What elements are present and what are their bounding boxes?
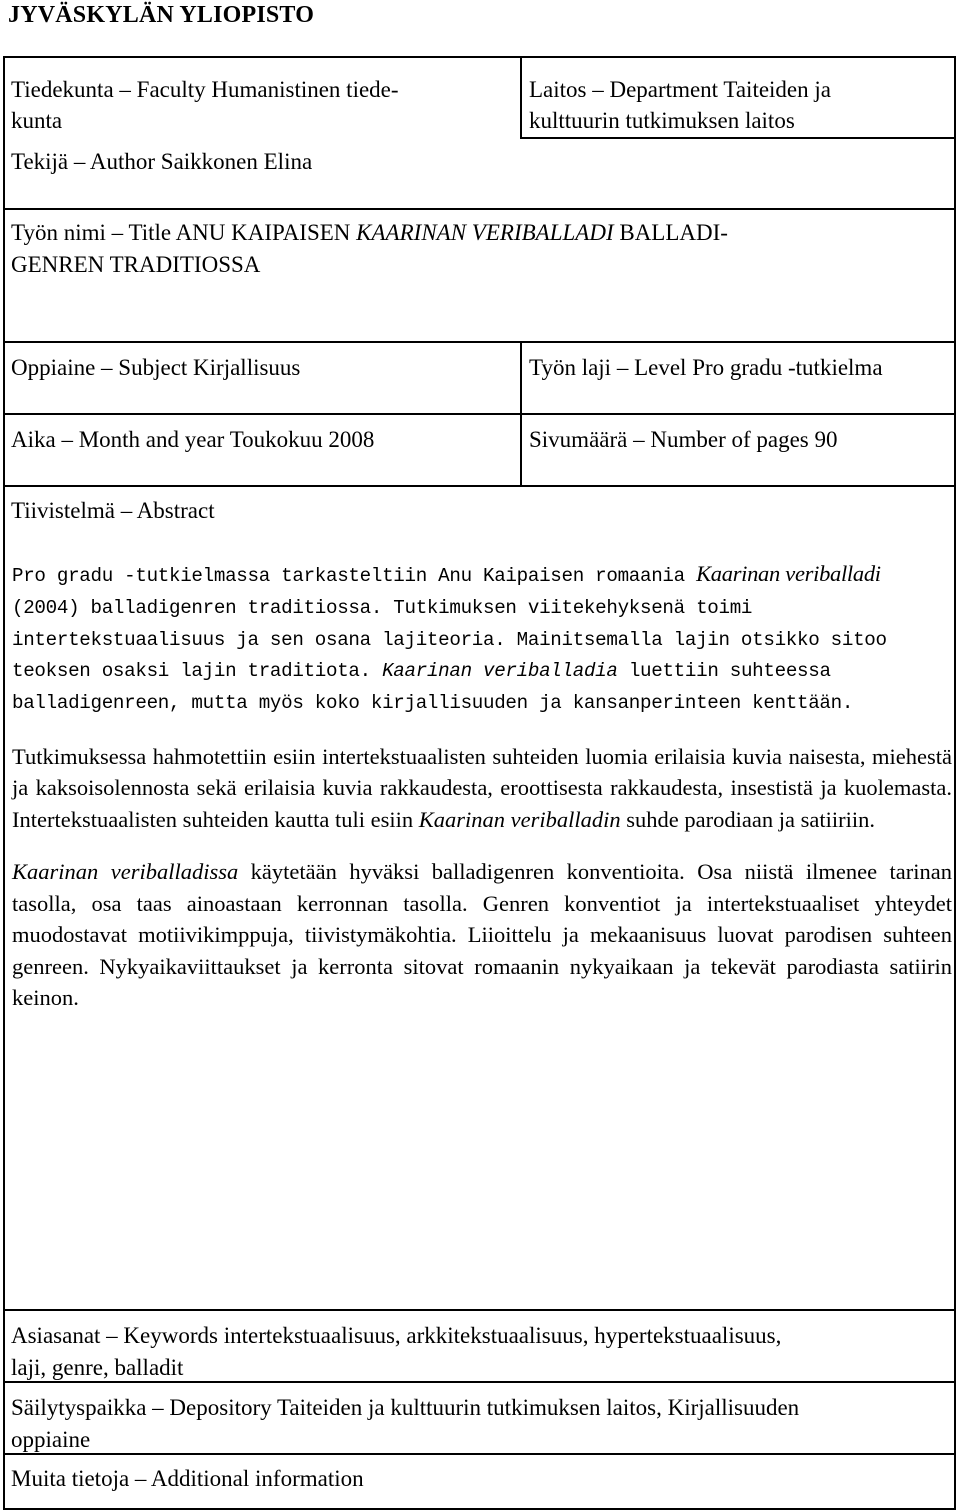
department-field [529,74,831,106]
abstract-p1-d-italic: Kaarinan veriballadia [382,660,618,683]
vdivider-mid [520,341,522,487]
divider-subject [5,341,954,343]
abstract-p2-b-italic: Kaarinan veriballadin [418,806,621,832]
divider-additional [5,1453,954,1455]
title-field [11,217,728,249]
abstract-p3-b: käytetään hyväksi balladigenren konventioita. Osa niistä ilmenee tarinan tasolla, osa taas ainoastaan kerronnan tasolla. Genren konventiot ja intertekstuaaliset yhteydet muodostavat motiivikimppuja, tiivistymäkohtia. Liioittelu ja mekaanisuus luovat parodisen suhteen genreen. Nykyaikaviittaukset ja kerronta sitovat romaanin nykyaikaan ja tekevät parodiasta satiirin keinon. [12,859,952,1011]
additional-info-label: Muita tietoja – Additional information [11,1466,364,1491]
title-part1: ANU KAIPAISEN [175,220,351,245]
abstract-p1-b-italic: Kaarinan veriballadi [696,561,881,586]
author-label: Tekijä – Author [11,149,156,174]
date-label: Aika – Month and year [11,427,225,452]
subject-value: Kirjallisuus [193,355,301,380]
depository-field [11,1392,799,1424]
abstract-p1-c: (2004) balladigenren traditiossa. Tutkimuksen viitekehyksenä toimi intertekstuaalisuus ja sen osana lajiteoria. Mainitsemalla lajin otsikko sitoo teoksen osaksi lajin traditiota. [12,596,887,683]
keywords-value-line2: laji, genre, balladit [11,1355,184,1380]
subject-field [11,352,300,384]
abstract-body [12,558,952,1014]
faculty-field [11,74,399,106]
abstract-p3-a-italic: Kaarinan veriballadissa [12,859,239,885]
level-label: Työn laji – Level [529,355,687,380]
date-field [11,424,374,456]
depository-label: Säilytyspaikka – Depository [11,1395,272,1420]
department-value: Taiteiden ja [723,77,831,102]
pages-field [529,424,838,456]
department-label: Laitos – Department [529,77,719,102]
subject-label: Oppiaine – Subject [11,355,188,380]
title-part3: BALLADI- [619,220,728,245]
abstract-paragraph-1 [12,558,952,720]
abstract-p1-a: Pro gradu -tutkielmassa tarkasteltiin Anu Kaipaisen romaania [12,565,685,587]
abstract-paragraph-3 [12,856,952,1014]
abstract-paragraph-2 [12,741,952,836]
department-value-line2: kulttuurin tutkimuksen laitos [529,108,795,133]
faculty-label: Tiedekunta – Faculty [11,77,206,102]
keywords-field [11,1320,781,1352]
level-field [529,352,883,384]
divider-dept [520,137,954,139]
author-field [11,146,312,178]
vdivider-top [520,58,522,139]
title-part2-italic: KAARINAN VERIBALLADI [356,220,614,245]
divider-abstract [5,485,954,487]
abstract-label: Tiivistelmä – Abstract [11,498,215,523]
university-name: JYVÄSKYLÄN YLIOPISTO [8,2,315,28]
title-label: Työn nimi – Title [11,220,172,245]
abstract-p1-e: luettiin suhteessa balladigenreen, mutta myös koko kirjallisuuden ja kansanperinteen kenttään. [12,660,854,715]
depository-value: Taiteiden ja kulttuurin tutkimuksen laitos, Kirjallisuuden [276,1395,800,1420]
author-value: Saikkonen Elina [160,149,313,174]
abstract-p2-a: Tutkimuksessa hahmotettiin esiin intertekstuaalisten suhteiden luomia erilaisia kuvia naisesta, miehestä ja kaksoisolennosta sekä erilaisia kuvia rakkaudesta, eroottisesta rakkaudesta, insestistä ja kuolemasta. Intertekstuaalisten suhteiden kautta tuli esiin [12,743,952,832]
divider-title [5,208,954,210]
depository-value-line2: oppiaine [11,1427,91,1452]
pages-value: 90 [814,427,838,452]
abstract-p2-c: suhde parodiaan ja satiiriin. [626,806,875,832]
keywords-value: intertekstuaalisuus, arkkitekstuaalisuus, hypertekstuaalisuus, [223,1323,782,1348]
faculty-value-line2: kunta [11,108,63,133]
keywords-label: Asiasanat – Keywords [11,1323,218,1348]
thesis-info-form [3,56,956,1510]
date-value: Toukokuu 2008 [229,427,375,452]
pages-label: Sivumäärä – Number of pages [529,427,809,452]
divider-date [5,413,954,415]
title-line2: GENREN TRADITIOSSA [11,252,261,277]
level-value: Pro gradu -tutkielma [692,355,883,380]
divider-keywords [5,1309,954,1311]
faculty-value: Humanistinen tiede- [211,77,399,102]
